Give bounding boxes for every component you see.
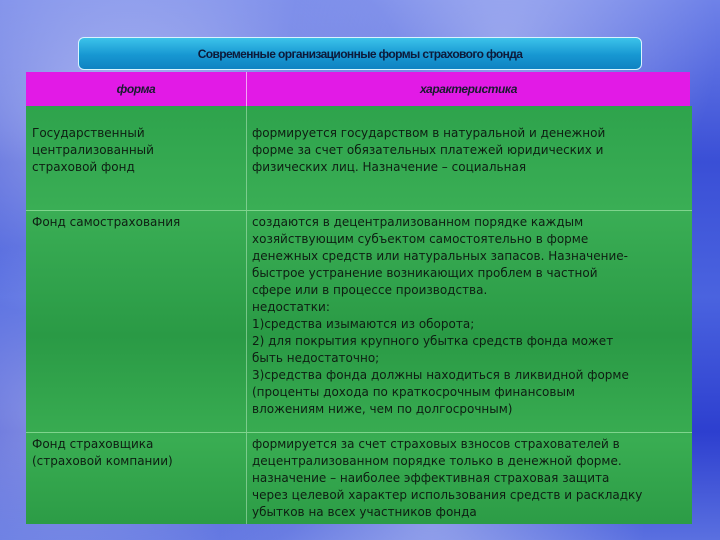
row-form-insurer-fund: Фонд страховщика (страховой компании) — [32, 437, 173, 468]
row-characteristic-self-insurance: создаются в децентрализованном порядке каждым хозяйствующим субъектом самостоятельно в форме денежных средств или натуральных запасов. Назначение- быстрое устранение возникающих проблем в частной сфере или в процессе производства. недостатки: 1)средства изымаются из оборота; 2) для покрытия крупного убытка средств фонда может быть недостаточно; 3)средства фонда должны находиться в ликвидной форме (проценты дохода по краткосрочным финансовым вложениям ниже, чем по долгосрочным) — [252, 215, 629, 416]
table-body — [26, 106, 692, 524]
row-form-self-insurance: Фонд самострахования — [32, 215, 181, 229]
table-header-row — [26, 72, 690, 106]
row-characteristic-state-fund: формируется государством в натуральной и денежной форме за счет обязательных платежей юридических и физических лиц. Назначение – социальная — [252, 126, 606, 174]
table-title-bar — [78, 37, 642, 70]
row-characteristic-insurer-fund: формируется за счет страховых взносов страхователей в децентрализованном порядке только в денежной форме. назначение – наиболее эффективная страховая защита через целевой характер использования средств и раскладку убытков на всех участников фонда — [252, 437, 643, 519]
table-row — [26, 122, 692, 179]
table-title: Современные организационные формы страхового фонда — [197, 46, 523, 61]
table-row — [26, 210, 692, 421]
row-form-state-fund: Государственный централизованный страховой фонд — [32, 126, 154, 174]
header-characteristic: характеристика — [419, 82, 518, 96]
header-form: форма — [116, 82, 156, 96]
table-row — [26, 432, 692, 524]
